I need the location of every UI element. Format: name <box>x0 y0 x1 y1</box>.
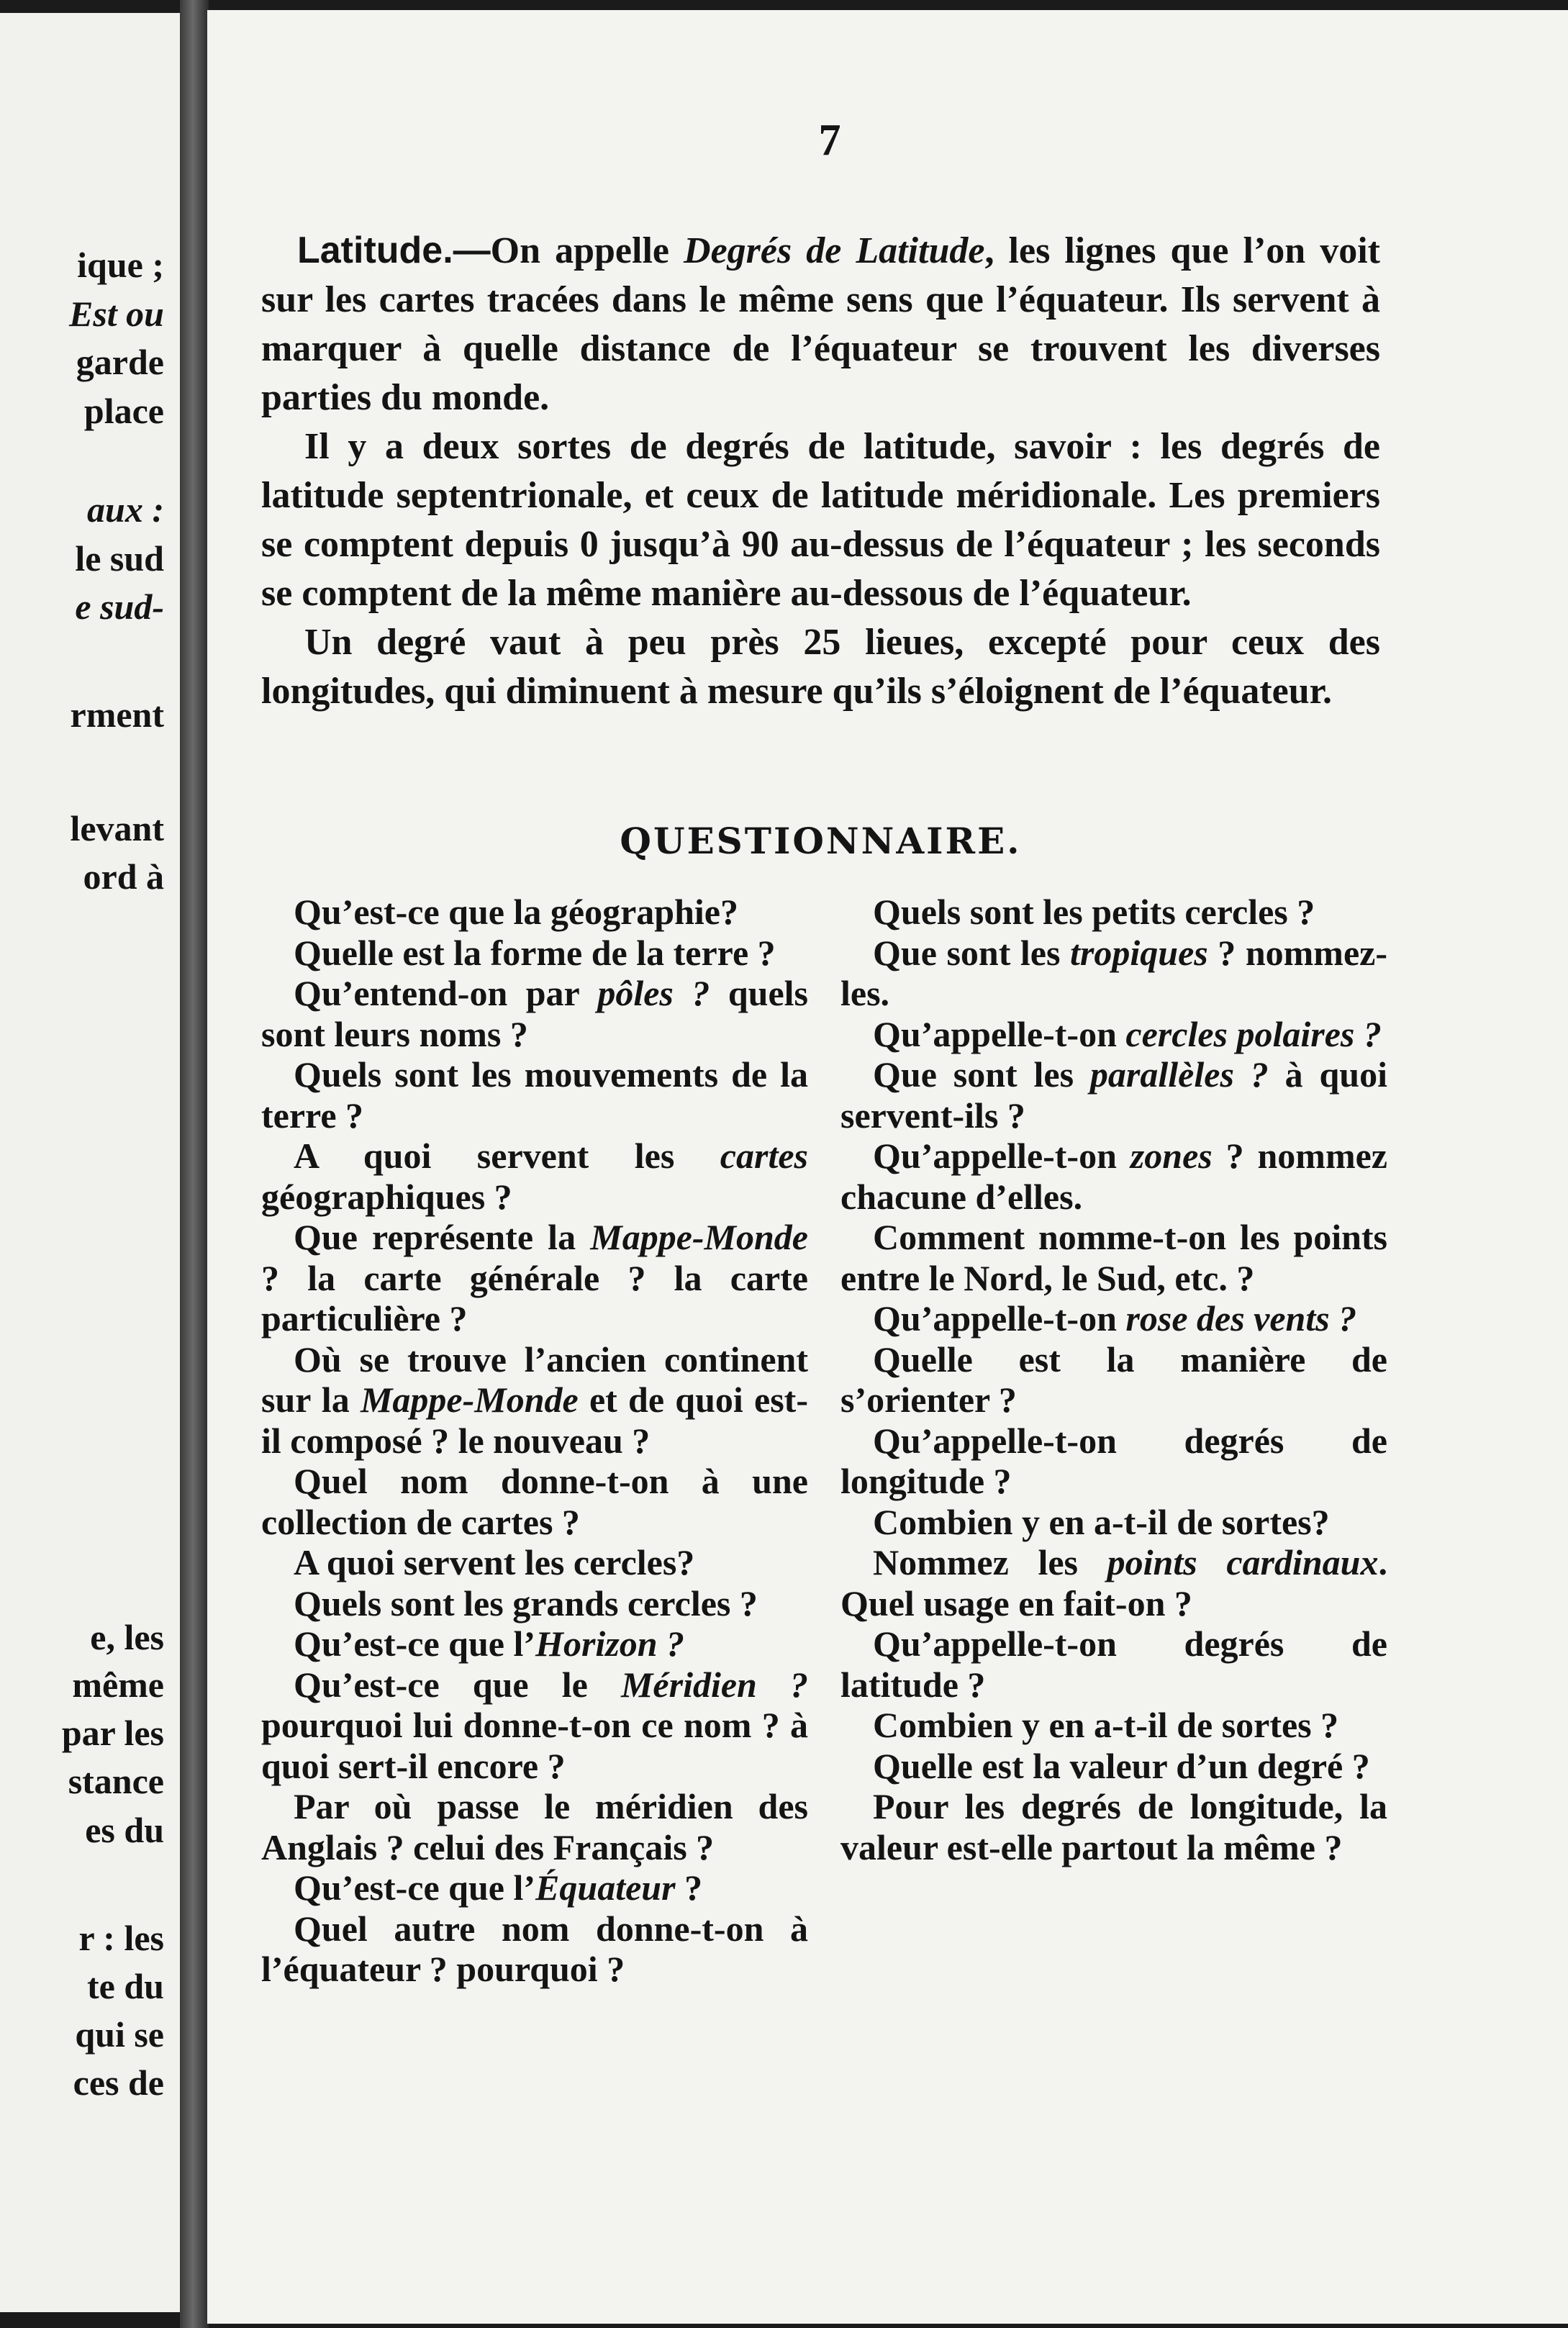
left-fragment: ces de <box>73 2062 164 2103</box>
paragraph-text: , les lignes que l’on voit sur les cartes tracées dans le même sens que l’équateur. Ils servent à marquer à quelle distance de l’équateur se trouvent les diverses parties du monde. <box>261 230 1380 418</box>
question-item: Nommez les points cardinaux. Quel usage en fait-on ? <box>840 1542 1387 1623</box>
left-fragment: levant <box>70 808 164 848</box>
question-item: Qu’appelle-t-on degrés de latitude ? <box>840 1623 1387 1705</box>
left-fragment: le sud <box>75 538 164 579</box>
question-item: Qu’est-ce que la géographie? <box>294 892 738 932</box>
question-item: Qu’est-ce que l’Équateur ? <box>294 1867 703 1908</box>
question-item: Comment nomme-t-on les points entre le Nord, le Sud, etc. ? <box>840 1217 1387 1298</box>
facing-page-fragment <box>0 13 186 2312</box>
questionnaire-heading: QUESTIONNAIRE. <box>620 820 1022 862</box>
left-fragment: te du <box>87 1966 164 2006</box>
question-item: Quelle est la forme de la terre ? <box>294 932 776 973</box>
paragraph-degree-value: Un degré vaut à peu près 25 lieues, excepté pour ceux des longitudes, qui diminuent à mesure qu’ils s’éloignent de l’équateur. <box>261 622 1380 712</box>
left-fragment: même <box>72 1665 164 1705</box>
question-item: Quels sont les mouvements de la terre ? <box>261 1054 808 1136</box>
question-item: Par où passe le méridien des Anglais ? celui des Français ? <box>261 1786 808 1867</box>
question-item: A quoi servent les cercles? <box>294 1542 695 1582</box>
left-fragment: Est ou <box>68 294 164 334</box>
left-fragment: stance <box>68 1761 164 1801</box>
question-item: Qu’est-ce que l’Horizon ? <box>294 1623 685 1664</box>
left-fragment: ique ; <box>77 245 164 285</box>
question-item: Quels sont les grands cercles ? <box>294 1582 758 1623</box>
paragraph-latitude-definition <box>261 226 1380 422</box>
left-fragment: aux : <box>87 489 164 530</box>
question-item: A quoi servent les cartes géographiques ? <box>261 1136 808 1217</box>
left-fragment: rment <box>70 694 164 735</box>
defined-term: Degrés de Latitude <box>684 230 985 271</box>
left-fragment: par les <box>61 1713 164 1753</box>
paragraph-latitude-types: Il y a deux sortes de degrés de latitude, savoir : les degrés de latitude septentrionale, et ceux de latitude méridionale. Les premiers se comptent depuis 0 jusqu’à 90 au-dessus de l’équateur ; les seconds se comptent de la même manière au-dessous de l’équateur. <box>261 426 1380 614</box>
page-number: 7 <box>818 116 841 165</box>
question-item: Quelle est la manière de s’orienter ? <box>840 1339 1387 1420</box>
left-fragment: qui se <box>75 2014 164 2055</box>
left-fragment: e, les <box>90 1617 164 1657</box>
paragraph-text: On appelle <box>490 230 684 271</box>
question-item: Où se trouve l’ancien continent sur la Mappe-Monde et de quoi est-il composé ? le nouveau ? <box>261 1339 808 1461</box>
left-fragment: e sud- <box>75 586 164 627</box>
left-fragment: garde <box>76 342 164 382</box>
book-gutter <box>180 0 209 2328</box>
question-item: Que sont les parallèles ? à quoi servent-ils ? <box>840 1054 1387 1136</box>
question-item: Qu’appelle-t-on rose des vents ? <box>873 1298 1357 1339</box>
question-item: Pour les degrés de longitude, la valeur est-elle partout la même ? <box>840 1786 1387 1867</box>
left-fragment: r : les <box>78 1918 164 1958</box>
question-item: Qu’appelle-t-on degrés de longitude ? <box>840 1420 1387 1501</box>
question-item: Que représente la Mappe-Monde ? la carte générale ? la carte particulière ? <box>261 1217 808 1339</box>
question-item: Qu’entend-on par pôles ? quels sont leurs noms ? <box>261 973 808 1054</box>
left-fragment: ord à <box>83 856 164 897</box>
questionnaire-column-left <box>261 892 808 1990</box>
questionnaire-column-right <box>840 892 1387 1867</box>
question-item: Combien y en a-t-il de sortes? <box>873 1501 1330 1542</box>
book-page <box>207 10 1568 2324</box>
question-item: Combien y en a-t-il de sortes ? <box>873 1705 1339 1745</box>
question-item: Quelle est la valeur d’un degré ? <box>873 1745 1370 1786</box>
question-item: Qu’appelle-t-on zones ? nommez chacune d’elles. <box>840 1136 1387 1217</box>
question-item: Quels sont les petits cercles ? <box>873 892 1315 932</box>
question-item: Qu’est-ce que le Méridien ? pourquoi lui donne-t-on ce nom ? à quoi sert-il encore ? <box>261 1664 808 1786</box>
body-text <box>261 226 1380 716</box>
question-item: Qu’appelle-t-on cercles polaires ? <box>873 1013 1382 1054</box>
question-item: Quel nom donne-t-on à une collection de cartes ? <box>261 1461 808 1542</box>
question-item: Que sont les tropiques ? nommez-les. <box>840 932 1387 1013</box>
question-item: Quel autre nom donne-t-on à l’équateur ? pourquoi ? <box>261 1908 808 1989</box>
section-lead: Latitude.— <box>297 230 491 271</box>
left-fragment: es du <box>85 1810 164 1850</box>
left-fragment: place <box>83 391 164 431</box>
